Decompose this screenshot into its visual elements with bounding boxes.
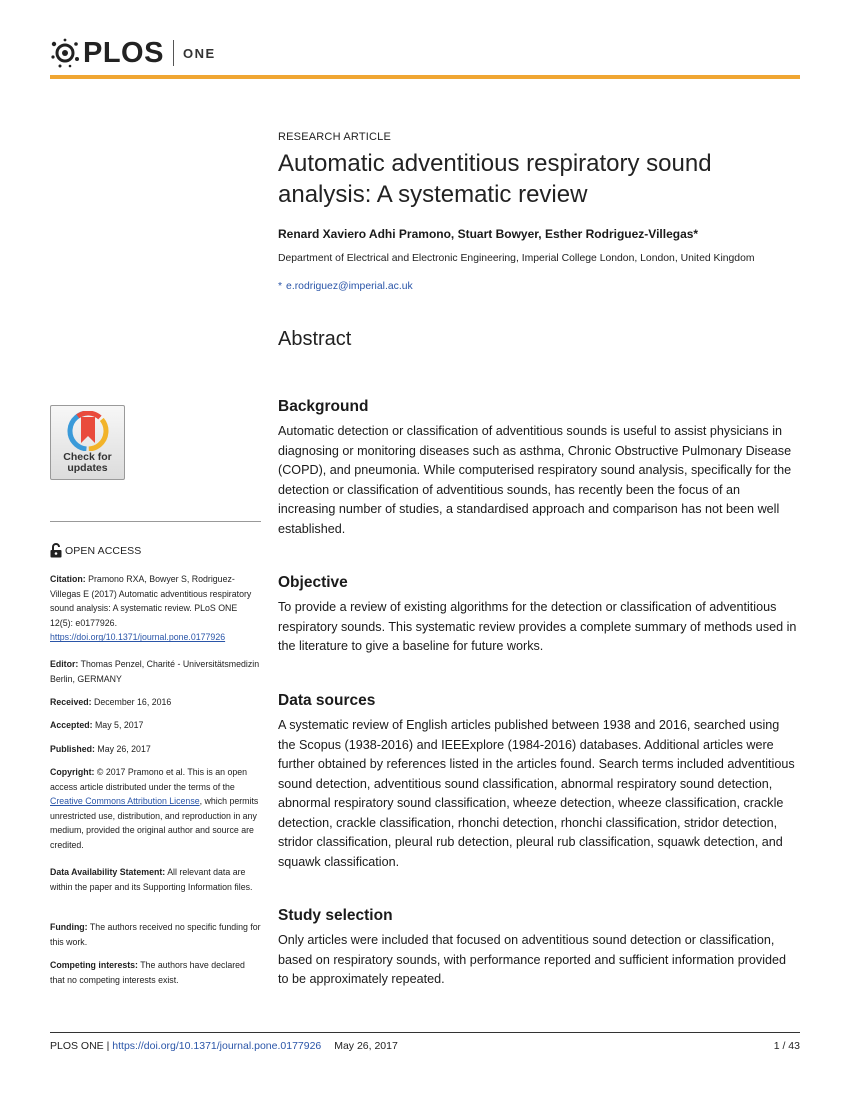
section-heading: Background <box>278 398 369 415</box>
logo-divider <box>173 40 174 66</box>
email-link[interactable]: e.rodriguez@imperial.ac.uk <box>286 281 413 292</box>
section-text: Only articles were included that focused on adventitious sound detection or classification, based on respiratory sounds, with performance reported and sufficient information provided to be approximately repeated. <box>278 933 786 986</box>
author-list: Renard Xaviero Adhi Pramono, Stuart Bowyer, Esther Rodriguez-Villegas* <box>278 227 699 241</box>
footer-journal: PLOS ONE | <box>50 1040 110 1052</box>
published-block <box>50 742 262 757</box>
section-heading: Study selection <box>278 907 393 924</box>
journal-name: ONE <box>182 45 216 61</box>
citation-block <box>50 572 262 645</box>
open-access-text: OPEN ACCESS <box>65 544 142 557</box>
received-block <box>50 695 262 710</box>
funding-text: The authors received no specific funding for this work. <box>50 922 261 947</box>
citation-doi-link[interactable]: https://doi.org/10.1371/journal.pone.0177926 <box>50 632 226 643</box>
open-lock-icon <box>50 543 62 558</box>
copyright-block <box>50 765 262 853</box>
accepted-label: Accepted: <box>50 720 93 730</box>
license-link[interactable]: Creative Commons Attribution License <box>50 796 200 807</box>
check-line-1: Check for <box>63 451 112 463</box>
abstract-section-data-sources <box>278 692 798 872</box>
journal-brand: PLOS <box>83 36 164 69</box>
competing-label: Competing interests: <box>50 960 138 970</box>
data-availability-label: Data Availability Statement: <box>50 867 166 877</box>
accepted-block <box>50 718 262 733</box>
check-line-2: updates <box>67 462 108 474</box>
received-date: December 16, 2016 <box>94 697 172 707</box>
abstract-heading: Abstract <box>278 328 352 350</box>
editor-text: Thomas Penzel, Charité - Universitätsmedizin Berlin, GERMANY <box>50 659 260 684</box>
check-for-updates-label <box>51 452 124 474</box>
funding-label: Funding: <box>50 922 88 932</box>
copyright-text: © 2017 Pramono et al. This is an open access article distributed under the terms of the <box>50 767 248 792</box>
copyright-label: Copyright: <box>50 767 95 777</box>
citation-label: Citation: <box>50 574 86 584</box>
competing-text: The authors have declared that no competing interests exist. <box>50 960 245 985</box>
footer-date: May 26, 2017 <box>334 1040 398 1052</box>
sidebar-divider <box>50 521 261 522</box>
received-label: Received: <box>50 697 92 707</box>
published-label: Published: <box>50 744 95 754</box>
corresponding-email[interactable] <box>278 281 413 292</box>
accepted-date: May 5, 2017 <box>94 720 144 730</box>
data-availability-text: All relevant data are within the paper and its Supporting Information files. <box>50 867 253 892</box>
funding-block <box>50 920 262 949</box>
check-for-updates-badge[interactable] <box>50 405 125 480</box>
citation-text: Pramono RXA, Bowyer S, Rodriguez-Villegas E (2017) Automatic adventitious respiratory sound analysis: A systematic review. PLoS ONE 12(5): e0177926. <box>50 574 252 628</box>
corresponding-marker: * <box>278 281 283 292</box>
footer-rule <box>50 1032 800 1033</box>
journal-logo[interactable] <box>50 36 216 70</box>
editor-label: Editor: <box>50 659 79 669</box>
data-availability-block <box>50 865 262 894</box>
section-text: To provide a review of existing algorithms for the detection or classification of adventitious respiratory sounds. This systematic review provides a complete summary of methods used in the literature to give a baseline for future works. <box>278 600 797 653</box>
page-footer <box>50 1040 398 1052</box>
bookmark-icon <box>67 411 109 451</box>
section-text: A systematic review of English articles published between 1938 and 2016, searched using the Scopus (1938-2016) and IEEExplore (1984-2016) databases. Additional articles were further obtained by references listed in the articles found. Search terms included adventitious sound detection, adventitious sound classification, abnormal respiratory sound detection, abnormal respiratory sound classification, wheeze detection, wheeze classification, crackle detection, crackle classification, rhonchi detection, rhonchi classification, stridor detection, stridor classification, pleural rub detection, pleural rub classification, squawk detection, and squawk classification. <box>278 718 795 869</box>
published-date: May 26, 2017 <box>97 744 151 754</box>
abstract-section-background <box>278 398 798 539</box>
page-number: 1 / 43 <box>773 1040 800 1052</box>
header-accent-rule <box>50 75 800 79</box>
open-access-label <box>50 543 141 558</box>
section-text: Automatic detection or classification of adventitious sounds is useful to assist physicians in diagnosing or monitoring diseases such as asthma, Chronic Obstructive Pulmonary Disease (COPD), and pneumonia. While computerised respiratory sound analysis, specifically for the detection or classification of adventitious sounds, has recently been the focus of an increasing number of studies, a standardised approach and comparison has not been well established. <box>278 424 792 536</box>
copyright-text-after: , which permits unrestricted use, distribution, and reproduction in any medium, provided the original author and source are credited. <box>50 796 259 850</box>
competing-interests-block <box>50 958 262 987</box>
abstract-section-study-selection <box>278 907 798 990</box>
abstract-section-objective <box>278 574 798 657</box>
editor-block <box>50 657 262 686</box>
article-title: Automatic adventitious respiratory sound analysis: A systematic review <box>278 150 712 208</box>
author-affiliation: Department of Electrical and Electronic Engineering, Imperial College London, London, United Kingdom <box>278 253 755 264</box>
section-heading: Objective <box>278 574 348 591</box>
section-heading: Data sources <box>278 692 376 709</box>
plos-logo-icon <box>50 38 80 68</box>
article-type: RESEARCH ARTICLE <box>278 131 392 143</box>
footer-doi-link[interactable]: https://doi.org/10.1371/journal.pone.0177926 <box>112 1040 322 1052</box>
